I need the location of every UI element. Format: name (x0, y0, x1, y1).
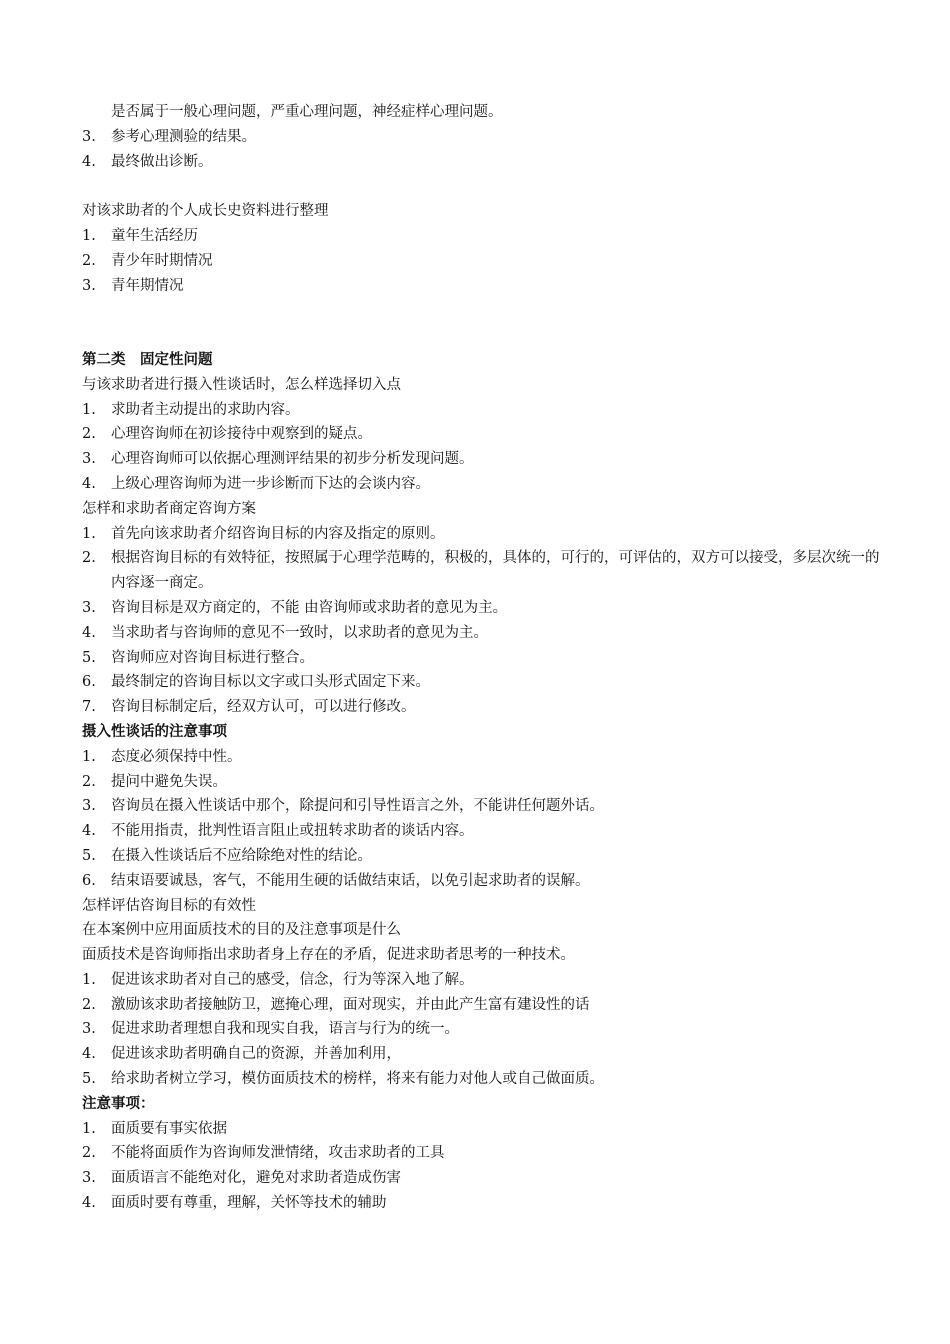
list-item (82, 1191, 882, 1216)
list-item (82, 968, 882, 993)
list-text: 面质要有事实依据 (111, 1120, 227, 1137)
list-number: 3. (82, 128, 96, 145)
confrontation-notes-list (82, 1117, 882, 1216)
list-number: 4. (82, 823, 96, 840)
list-number: 2. (82, 1145, 96, 1162)
list-item (82, 1067, 882, 1092)
list-text: 咨询目标是双方商定的，不能 由咨询师或求助者的意见为主。 (111, 599, 508, 616)
continuation-line: 是否属于一般心理问题，严重心理问题，神经症样心理问题。 (111, 104, 503, 120)
list-number: 2. (82, 773, 96, 790)
list-item (82, 1166, 882, 1191)
list-item (82, 398, 882, 423)
list-item (82, 621, 882, 646)
list-item (82, 993, 882, 1018)
list-number: 6. (82, 872, 96, 889)
list-text: 咨询师应对咨询目标进行整合。 (111, 649, 314, 666)
list-number: 5. (82, 1071, 96, 1088)
list-number: 5. (82, 847, 96, 864)
list-number: 3. (82, 1021, 96, 1038)
list-text: 最终做出诊断。 (111, 153, 213, 170)
list-text: 首先向该求助者介绍咨询目标的内容及指定的原则。 (111, 525, 445, 542)
list-text: 心理咨询师可以依据心理测评结果的初步分析发现问题。 (111, 451, 474, 468)
list-number: 4. (82, 475, 96, 492)
confrontation-purpose-list (82, 968, 882, 1092)
list-text: 上级心理咨询师为进一步诊断而下达的会谈内容。 (111, 475, 430, 492)
list-text: 不能用指责，批判性语言阻止或扭转求助者的谈话内容。 (111, 823, 474, 840)
list-item (82, 869, 882, 894)
interview-notes-list (82, 745, 882, 894)
list-text: 童年生活经历 (111, 227, 198, 244)
list-item (82, 249, 882, 274)
list-item (82, 1141, 882, 1166)
list-text: 青少年时期情况 (111, 252, 213, 269)
list-item (82, 422, 882, 447)
list-item (82, 150, 882, 175)
list-number: 1. (82, 227, 96, 244)
list-item (82, 670, 882, 695)
list-item (82, 1017, 882, 1042)
list-number: 3. (82, 1170, 96, 1187)
list-text: 咨询目标制定后，经双方认可，可以进行修改。 (111, 699, 416, 716)
list-number: 1. (82, 401, 96, 418)
list-item (82, 794, 882, 819)
list-number: 1. (82, 748, 96, 765)
list-text: 促进该求助者对自己的感受，信念，行为等深入地了解。 (111, 971, 474, 988)
question-heading: 怎样和求助者商定咨询方案 (82, 500, 256, 517)
list-item (82, 546, 882, 596)
list-text: 提问中避免失误。 (111, 773, 227, 790)
list-number: 4. (82, 1046, 96, 1063)
definition-text: 面质技术是咨询师指出求助者身上存在的矛盾，促进求助者思考的一种技术。 (82, 947, 575, 964)
notes-heading: 注意事项： (82, 1094, 155, 1112)
list-item (82, 1042, 882, 1067)
list-item (82, 770, 882, 795)
list-number: 3. (82, 599, 96, 616)
list-item (82, 224, 882, 249)
list-number: 4. (82, 153, 96, 170)
spacer (82, 298, 882, 348)
list-item (82, 646, 882, 671)
list-item (82, 472, 882, 497)
list-item (82, 695, 882, 720)
list-item (82, 1117, 882, 1142)
list-text: 促进该求助者明确自己的资源，并善加利用， (111, 1046, 401, 1063)
question-heading: 怎样评估咨询目标的有效性 (82, 897, 256, 914)
list-number: 2. (82, 426, 96, 443)
list-number: 3. (82, 798, 96, 815)
list-number: 2. (82, 550, 96, 567)
spacer (82, 174, 882, 199)
list-number: 4. (82, 1195, 96, 1212)
list-text: 给求助者树立学习，模仿面质技术的榜样，将来有能力对他人或自己做面质。 (111, 1071, 604, 1088)
list-text: 面质语言不能绝对化，避免对求助者造成伤害 (111, 1170, 401, 1187)
list-number: 1. (82, 971, 96, 988)
list-item (82, 819, 882, 844)
question-heading: 在本案例中应用面质技术的目的及注意事项是什么 (82, 922, 401, 939)
growth-list (82, 224, 882, 298)
document-page (82, 100, 882, 1216)
growth-heading: 对该求助者的个人成长史资料进行整理 (82, 203, 329, 220)
list-number: 6. (82, 674, 96, 691)
list-text: 青年期情况 (111, 277, 184, 294)
list-number: 3. (82, 277, 96, 294)
list-item (82, 125, 882, 150)
list-number: 1. (82, 525, 96, 542)
list-number: 7. (82, 699, 96, 716)
list-text: 结束语要诚恳，客气，不能用生硬的话做结束话，以免引起求助者的误解。 (111, 872, 590, 889)
list-text: 态度必须保持中性。 (111, 748, 242, 765)
list-item (82, 844, 882, 869)
list-item (82, 745, 882, 770)
question-heading: 摄入性谈话的注意事项 (82, 722, 227, 740)
list-text: 面质时要有尊重，理解，关怀等技术的辅助 (111, 1195, 387, 1212)
diagnosis-steps (82, 125, 882, 175)
list-text: 心理咨询师在初诊接待中观察到的疑点。 (111, 426, 372, 443)
plan-list (82, 522, 882, 720)
list-item (82, 596, 882, 621)
list-text: 最终制定的咨询目标以文字或口头形式固定下来。 (111, 674, 430, 691)
list-number: 1. (82, 1120, 96, 1137)
list-text: 在摄入性谈话后不应给除绝对性的结论。 (111, 847, 372, 864)
list-item (82, 274, 882, 299)
list-text: 根据咨询目标的有效特征，按照属于心理学范畴的，积极的，具体的，可行的，可评估的，双方可以接受，多层次统一的内容逐一商定。 (111, 550, 880, 592)
list-item (82, 522, 882, 547)
list-number: 3. (82, 451, 96, 468)
entry-point-list (82, 398, 882, 497)
list-number: 2. (82, 252, 96, 269)
list-text: 不能将面质作为咨询师发泄情绪，攻击求助者的工具 (111, 1145, 445, 1162)
list-number: 4. (82, 624, 96, 641)
list-text: 参考心理测验的结果。 (111, 128, 256, 145)
list-number: 2. (82, 996, 96, 1013)
list-text: 求助者主动提出的求助内容。 (111, 401, 300, 418)
list-text: 激励该求助者接触防卫，遮掩心理，面对现实，并由此产生富有建设性的话 (111, 996, 590, 1013)
list-text: 促进求助者理想自我和现实自我，语言与行为的统一。 (111, 1021, 459, 1038)
question-heading: 与该求助者进行摄入性谈话时，怎么样选择切入点 (82, 376, 401, 393)
list-text: 咨询员在摄入性谈话中那个，除提问和引导性语言之外，不能讲任何题外话。 (111, 798, 604, 815)
list-item (82, 447, 882, 472)
section-title: 第二类 固定性问题 (82, 350, 213, 368)
list-number: 5. (82, 649, 96, 666)
list-text: 当求助者与咨询师的意见不一致时，以求助者的意见为主。 (111, 624, 488, 641)
